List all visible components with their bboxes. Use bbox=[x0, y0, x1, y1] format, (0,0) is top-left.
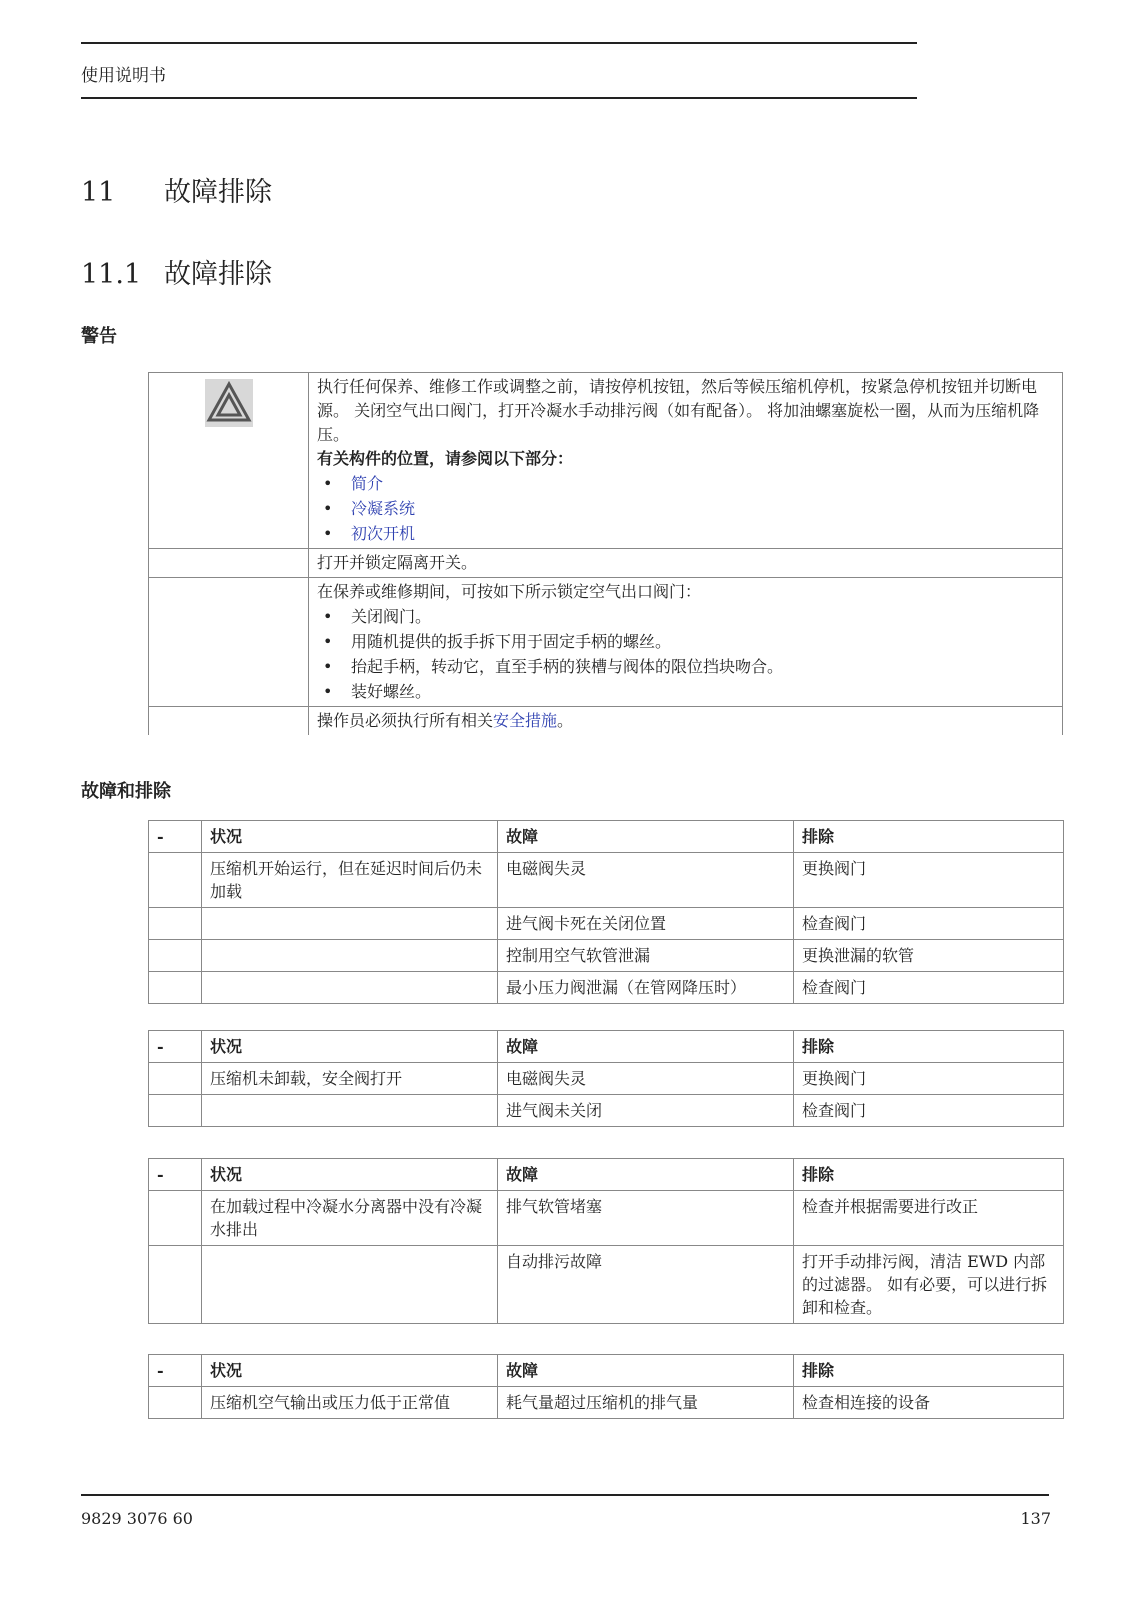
warning-row bbox=[149, 707, 1063, 736]
column-dash: - bbox=[149, 1031, 202, 1063]
column-condition: 状况 bbox=[202, 821, 498, 853]
table-header-row bbox=[149, 1031, 1064, 1063]
fault-cell: 自动排污故障 bbox=[498, 1246, 794, 1324]
list-item: • 关闭阀门。 bbox=[317, 604, 1054, 629]
warning-table bbox=[148, 372, 1063, 735]
list-item: • 装好螺丝。 bbox=[317, 679, 1054, 704]
fault-table bbox=[148, 1354, 1064, 1419]
warning-row bbox=[149, 549, 1063, 578]
remedy-cell: 更换阀门 bbox=[794, 853, 1064, 908]
condition-cell: 压缩机空气输出或压力低于正常值 bbox=[202, 1387, 498, 1419]
fault-cell: 控制用空气软管泄漏 bbox=[498, 940, 794, 972]
remedy-cell: 更换阀门 bbox=[794, 1063, 1064, 1095]
fault-cell: 进气阀未关闭 bbox=[498, 1095, 794, 1127]
empty-cell bbox=[149, 1387, 202, 1419]
chapter-heading bbox=[81, 170, 272, 209]
empty-cell bbox=[149, 853, 202, 908]
empty-cell bbox=[149, 908, 202, 940]
table-row bbox=[149, 940, 1064, 972]
fault-cell: 耗气量超过压缩机的排气量 bbox=[498, 1387, 794, 1419]
fault-cell: 最小压力阀泄漏（在管网降压时） bbox=[498, 972, 794, 1004]
list-item bbox=[317, 521, 1054, 546]
condition-cell: 在加载过程中冷凝水分离器中没有冷凝水排出 bbox=[202, 1191, 498, 1246]
fault-table bbox=[148, 820, 1064, 1004]
column-fault: 故障 bbox=[498, 1031, 794, 1063]
fault-cell: 进气阀卡死在关闭位置 bbox=[498, 908, 794, 940]
remedy-cell: 检查阀门 bbox=[794, 908, 1064, 940]
header-title: 使用说明书 bbox=[81, 66, 166, 86]
condition-cell bbox=[202, 940, 498, 972]
valve-lock-intro: 在保养或维修期间，可按如下所示锁定空气出口阀门： bbox=[317, 582, 702, 601]
valve-lock-steps bbox=[317, 604, 1054, 704]
table-row bbox=[149, 1095, 1064, 1127]
empty-cell bbox=[149, 1095, 202, 1127]
fault-cell: 电磁阀失灵 bbox=[498, 1063, 794, 1095]
table-header-row bbox=[149, 821, 1064, 853]
icon-cell bbox=[149, 373, 309, 549]
chapter-number: 11 bbox=[81, 177, 116, 208]
remedy-cell: 更换泄漏的软管 bbox=[794, 940, 1064, 972]
column-remedy: 排除 bbox=[794, 1159, 1064, 1191]
link-condensate-system[interactable]: 冷凝系统 bbox=[351, 499, 416, 518]
condition-cell bbox=[202, 1095, 498, 1127]
column-remedy: 排除 bbox=[794, 821, 1064, 853]
table-header-row bbox=[149, 1355, 1064, 1387]
empty-cell bbox=[149, 1063, 202, 1095]
empty-cell bbox=[149, 972, 202, 1004]
column-fault: 故障 bbox=[498, 1159, 794, 1191]
footer-rule bbox=[81, 1494, 1049, 1496]
column-condition: 状况 bbox=[202, 1355, 498, 1387]
list-item bbox=[317, 471, 1054, 496]
condition-cell: 压缩机开始运行，但在延迟时间后仍未加载 bbox=[202, 853, 498, 908]
table-row bbox=[149, 1191, 1064, 1246]
list-item: • 用随机提供的扳手拆下用于固定手柄的螺丝。 bbox=[317, 629, 1054, 654]
safety-text-end: 。 bbox=[557, 711, 574, 730]
remedy-cell: 检查并根据需要进行改正 bbox=[794, 1191, 1064, 1246]
table-row bbox=[149, 908, 1064, 940]
table-row bbox=[149, 1246, 1064, 1324]
link-initial-start-up[interactable]: 初次开机 bbox=[351, 524, 416, 543]
table-header-row bbox=[149, 1159, 1064, 1191]
header-top-rule bbox=[81, 42, 917, 44]
column-remedy: 排除 bbox=[794, 1031, 1064, 1063]
valve-lock-cell bbox=[309, 578, 1063, 707]
faults-heading: 故障和排除 bbox=[81, 781, 171, 802]
column-fault: 故障 bbox=[498, 821, 794, 853]
warning-heading: 警告 bbox=[81, 326, 117, 347]
section-number: 11.1 bbox=[81, 259, 142, 290]
table-row bbox=[149, 972, 1064, 1004]
condition-cell: 压缩机未卸载，安全阀打开 bbox=[202, 1063, 498, 1095]
reference-link-list bbox=[317, 471, 1054, 546]
empty-cell bbox=[149, 707, 309, 736]
condition-cell bbox=[202, 972, 498, 1004]
remedy-cell: 检查阀门 bbox=[794, 1095, 1064, 1127]
column-dash: - bbox=[149, 1159, 202, 1191]
link-safety-precautions[interactable]: 安全措施 bbox=[493, 711, 558, 730]
empty-cell bbox=[149, 578, 309, 707]
fault-table bbox=[148, 1030, 1064, 1127]
column-condition: 状况 bbox=[202, 1159, 498, 1191]
safety-text-cell bbox=[309, 707, 1063, 736]
fault-table bbox=[148, 1158, 1064, 1324]
warning-text-cell bbox=[309, 373, 1063, 549]
column-remedy: 排除 bbox=[794, 1355, 1064, 1387]
table-row bbox=[149, 853, 1064, 908]
section-heading bbox=[81, 252, 272, 291]
page-number: 137 bbox=[1020, 1509, 1051, 1528]
remedy-cell: 打开手动排污阀，清洁 EWD 内部的过滤器。 如有必要，可以进行拆卸和检查。 bbox=[794, 1246, 1064, 1324]
isolating-switch-text: 打开并锁定隔离开关。 bbox=[309, 549, 1063, 578]
column-dash: - bbox=[149, 1355, 202, 1387]
condition-cell bbox=[202, 1246, 498, 1324]
fault-cell: 排气软管堵塞 bbox=[498, 1191, 794, 1246]
table-row bbox=[149, 1387, 1064, 1419]
empty-cell bbox=[149, 940, 202, 972]
table-row bbox=[149, 1063, 1064, 1095]
section-title: 故障排除 bbox=[164, 259, 272, 290]
condition-cell bbox=[202, 908, 498, 940]
warning-row bbox=[149, 373, 1063, 549]
warning-triangle-icon bbox=[205, 379, 253, 427]
list-item: • 抬起手柄，转动它，直至手柄的狭槽与阀体的限位挡块吻合。 bbox=[317, 654, 1054, 679]
remedy-cell: 检查相连接的设备 bbox=[794, 1387, 1064, 1419]
list-item bbox=[317, 496, 1054, 521]
column-fault: 故障 bbox=[498, 1355, 794, 1387]
fault-cell: 电磁阀失灵 bbox=[498, 853, 794, 908]
warning-row bbox=[149, 578, 1063, 707]
empty-cell bbox=[149, 549, 309, 578]
empty-cell bbox=[149, 1246, 202, 1324]
column-condition: 状况 bbox=[202, 1031, 498, 1063]
link-introduction[interactable]: 简介 bbox=[351, 474, 384, 493]
warning-reference-heading: 有关构件的位置，请参阅以下部分： bbox=[317, 449, 574, 468]
chapter-title: 故障排除 bbox=[164, 177, 272, 208]
warning-text: 执行任何保养、维修工作或调整之前，请按停机按钮，然后等候压缩机停机，按紧急停机按钮并切断电源。 关闭空气出口阀门，打开冷凝水手动排污阀（如有配备）。 将加油螺塞旋松一圈，从而为压缩机降压。 bbox=[317, 377, 1040, 444]
safety-text: 操作员必须执行所有相关 bbox=[317, 711, 494, 730]
document-number: 9829 3076 60 bbox=[81, 1509, 193, 1528]
remedy-cell: 检查阀门 bbox=[794, 972, 1064, 1004]
column-dash: - bbox=[149, 821, 202, 853]
header-bottom-rule bbox=[81, 97, 917, 99]
empty-cell bbox=[149, 1191, 202, 1246]
